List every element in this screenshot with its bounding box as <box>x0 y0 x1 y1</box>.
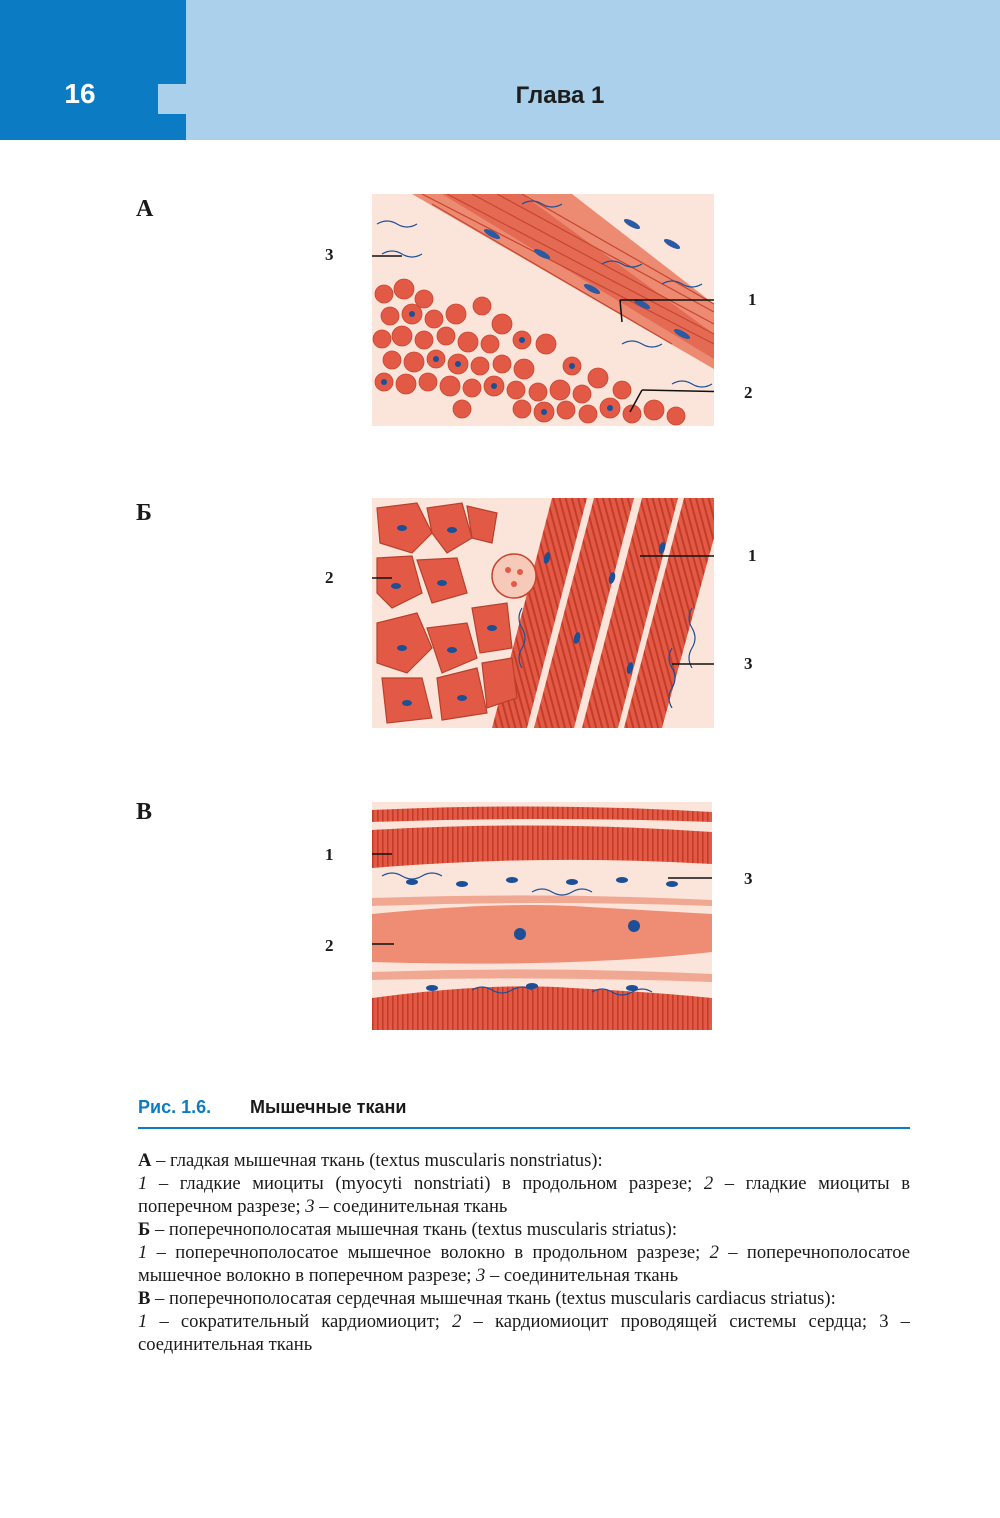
page-tab-notch <box>158 84 186 114</box>
illustration-smooth-muscle <box>372 194 714 426</box>
figure-caption <box>138 1149 910 1356</box>
caption-c-heading: В – поперечнополосатая сердечная мышечная ткань (textus muscularis cardiacus striatus): <box>138 1288 836 1309</box>
figure-number: Рис. 1.6. <box>138 1097 212 1117</box>
illustration-skeletal-muscle <box>372 498 714 728</box>
page-number: 16 <box>64 78 96 109</box>
panel-letter-a: А <box>136 196 154 222</box>
panel-c-label-3: 3 <box>744 869 753 888</box>
page-number-tab <box>0 0 186 140</box>
panel-c-label-2: 2 <box>325 936 334 955</box>
panel-b-label-1: 1 <box>748 546 757 565</box>
figure-title: Мышечные ткани <box>250 1097 407 1117</box>
panel-c-label-1: 1 <box>325 845 334 864</box>
caption-b-details: 1 – поперечнополосатое мышечное волокно в продольном разрезе; 2 – поперечнополосатое мышечное волокно в поперечном разрезе; 3 – соединительная ткань <box>138 1242 910 1286</box>
panel-b-label-3: 3 <box>744 654 753 673</box>
panel-b-label-2: 2 <box>325 568 334 587</box>
panel-a-label-1: 1 <box>748 290 757 309</box>
panel-letter-c: В <box>136 799 153 825</box>
panel-a-label-3: 3 <box>325 245 334 264</box>
panel-letter-b: Б <box>136 500 152 526</box>
caption-a-details: 1 – гладкие миоциты (myocyti nonstriati) в продольном разрезе; 2 – гладкие миоциты в поперечном разрезе; 3 – соединительная ткань <box>138 1173 910 1217</box>
panel-a-label-2: 2 <box>744 383 753 402</box>
caption-b-heading: Б – поперечнополосатая мышечная ткань (textus muscularis striatus): <box>138 1219 677 1240</box>
illustration-cardiac-muscle <box>372 802 712 1030</box>
caption-a-heading: А – гладкая мышечная ткань (textus muscularis nonstriatus): <box>138 1150 603 1171</box>
caption-c-details: 1 – сократительный кардиомиоцит; 2 – кардиомиоцит проводящей системы сердца; 3 – соединительная ткань <box>138 1311 910 1355</box>
caption-divider <box>138 1127 910 1129</box>
chapter-title: Глава 1 <box>515 82 605 109</box>
